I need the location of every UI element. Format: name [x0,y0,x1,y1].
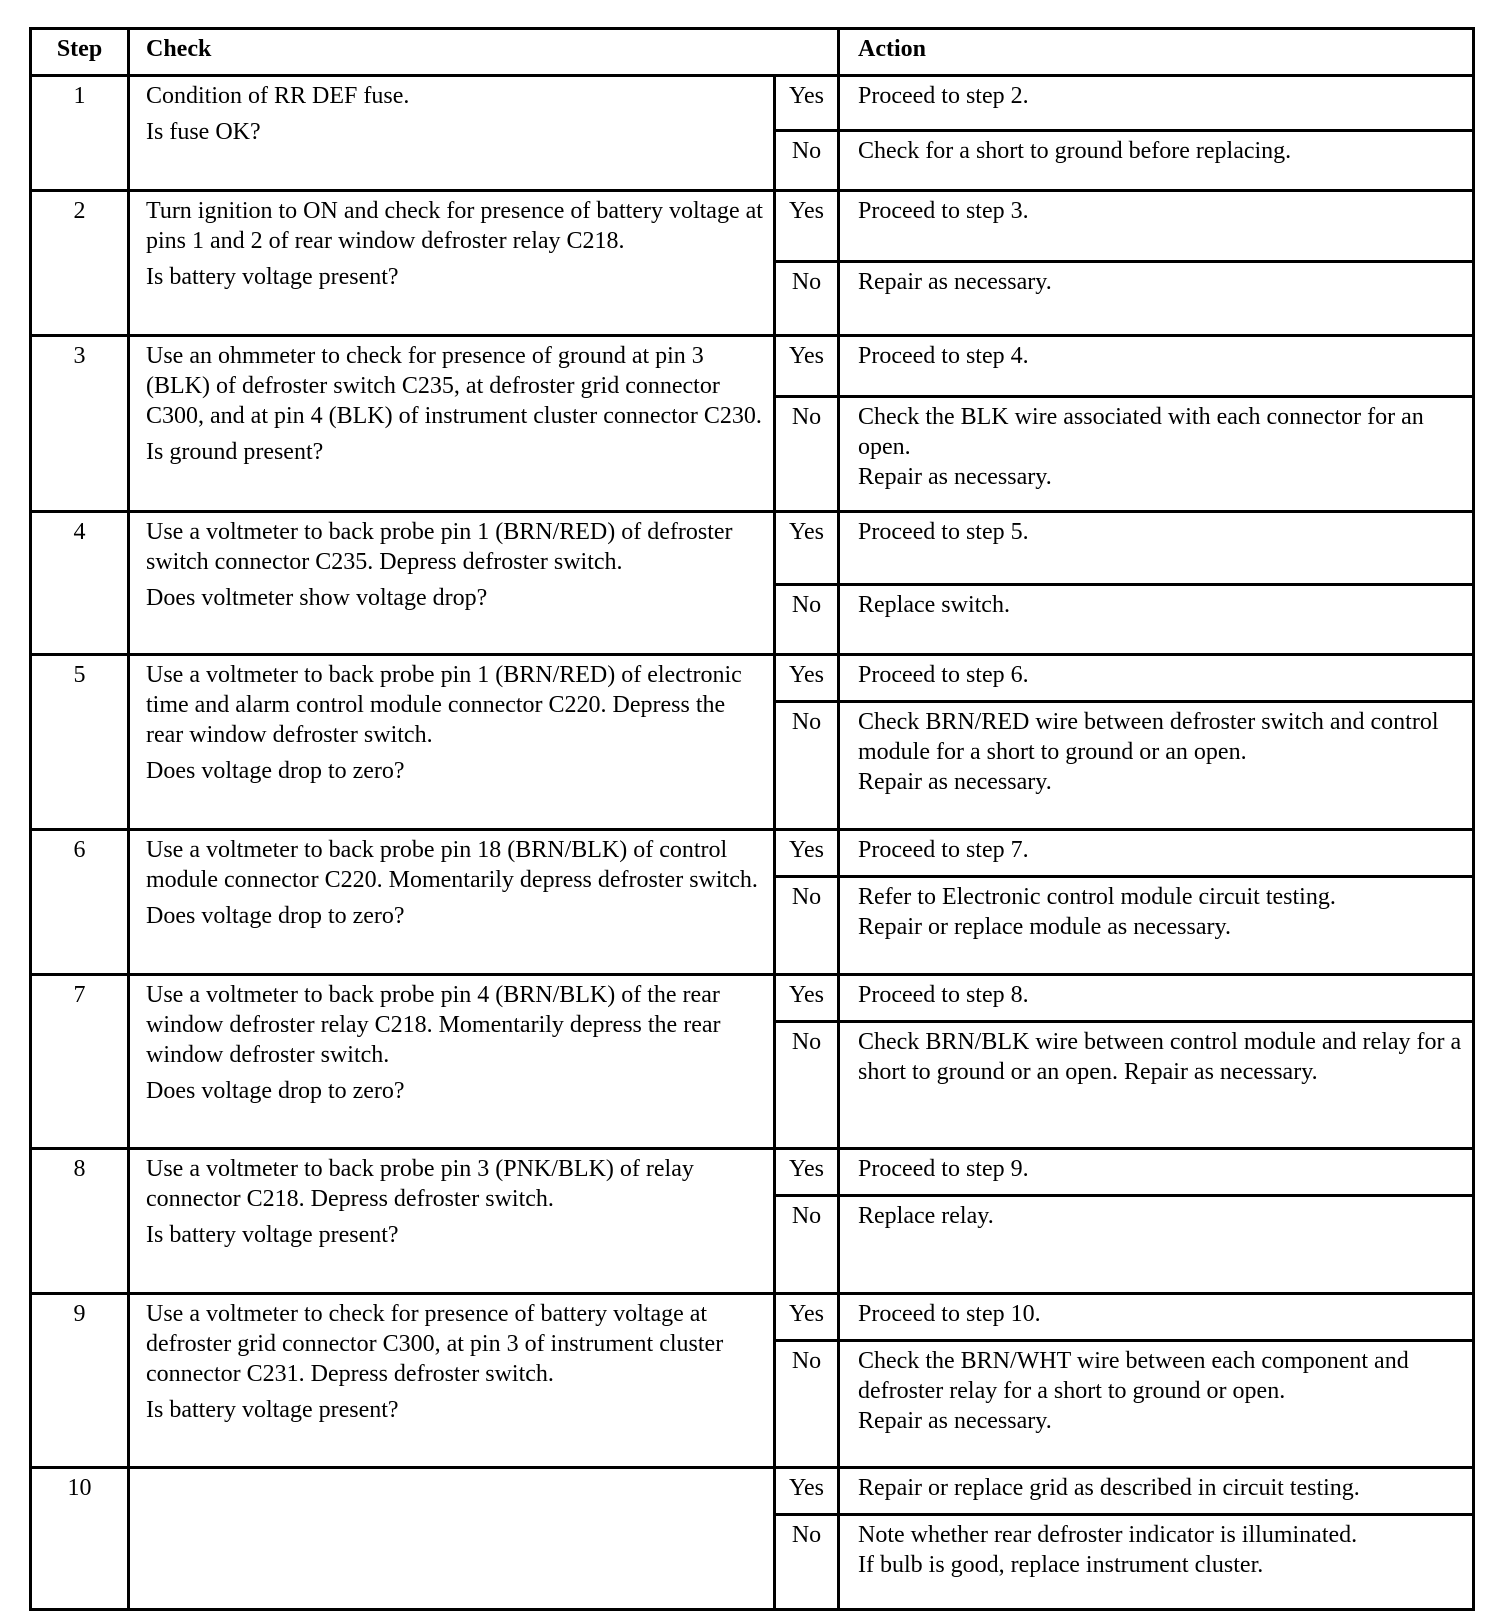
yes-row [776,1469,1472,1513]
yes-action: Repair or replace grid as described in circuit testing. [858,1475,1360,1501]
yes-row [776,1150,1472,1194]
check-question: Is battery voltage present? [146,1222,399,1248]
step-number: 3 [32,337,130,510]
header-row [32,30,1472,74]
step-number: 5 [32,656,130,828]
no-label: No [776,703,840,828]
check-cell [130,192,776,334]
yes-action: Proceed to step 7. [858,837,1029,863]
check-cell [130,1295,776,1466]
no-row [776,875,1472,973]
no-label: No [776,1197,840,1292]
check-cell [130,1150,776,1292]
header-check: Check [130,30,840,74]
check-cell [130,1469,776,1608]
step-number: 7 [32,976,130,1147]
outcome-cell [776,831,1472,973]
no-label: No [776,263,840,334]
table-row [32,189,1472,334]
yes-label: Yes [776,192,840,260]
yes-action: Proceed to step 6. [858,662,1029,688]
yes-label: Yes [776,1295,840,1339]
no-row [776,700,1472,828]
no-action: Note whether rear defroster indicator is illuminated. If bulb is good, replace instrument cluster. [858,1522,1358,1578]
yes-label: Yes [776,831,840,875]
yes-label: Yes [776,77,840,129]
no-row [776,1513,1472,1608]
no-label: No [776,1516,840,1608]
no-row [776,1194,1472,1292]
step-number: 6 [32,831,130,973]
no-label: No [776,1023,840,1147]
check-text: Turn ignition to ON and check for presence of battery voltage at pins 1 and 2 of rear window defroster relay C218. [146,198,763,254]
step-number: 10 [32,1469,130,1608]
yes-action: Proceed to step 2. [858,83,1029,109]
yes-row [776,337,1472,395]
check-question: Does voltage drop to zero? [146,1078,405,1104]
yes-action: Proceed to step 8. [858,982,1029,1008]
diagnostic-table [29,27,1475,1611]
table-row [32,334,1472,510]
check-cell [130,337,776,510]
table-row [32,1466,1472,1608]
table-row [32,1292,1472,1466]
check-question: Is ground present? [146,439,324,465]
check-text: Condition of RR DEF fuse. [146,83,410,109]
no-action: Check BRN/RED wire between defroster switch and control module for a short to ground or an open. Repair as necessary. [858,709,1439,795]
check-text: Use a voltmeter to back probe pin 18 (BRN/BLK) of control module connector C220. Momentarily depress defroster switch. [146,837,758,893]
no-action: Check the BRN/WHT wire between each component and defroster relay for a short to ground or open. Repair as necessary. [858,1348,1409,1434]
table-row [32,1147,1472,1292]
no-action: Replace relay. [858,1203,994,1229]
yes-row [776,77,1472,129]
no-action: Check BRN/BLK wire between control module and relay for a short to ground or an open. Repair as necessary. [858,1029,1462,1085]
check-cell [130,976,776,1147]
yes-action: Proceed to step 9. [858,1156,1029,1182]
yes-label: Yes [776,976,840,1020]
check-text: Use a voltmeter to check for presence of battery voltage at defroster grid connector C300, at pin 3 of instrument cluster connector C231. Depress defroster switch. [146,1301,724,1387]
outcome-cell [776,337,1472,510]
check-text: Use a voltmeter to back probe pin 3 (PNK/BLK) of relay connector C218. Depress defroster switch. [146,1156,694,1212]
no-label: No [776,1342,840,1466]
step-number: 4 [32,513,130,653]
check-question: Does voltmeter show voltage drop? [146,585,488,611]
yes-action: Proceed to step 10. [858,1301,1041,1327]
check-cell [130,513,776,653]
check-text: Use a voltmeter to back probe pin 4 (BRN/BLK) of the rear window defroster relay C218. Momentarily depress the rear window defroster switch. [146,982,721,1068]
header-action: Action [858,36,926,62]
yes-row [776,192,1472,260]
outcome-cell [776,1469,1472,1608]
yes-row [776,513,1472,583]
step-number: 8 [32,1150,130,1292]
yes-label: Yes [776,337,840,395]
yes-label: Yes [776,1469,840,1513]
step-number: 9 [32,1295,130,1466]
check-cell [130,77,776,189]
no-row [776,1020,1472,1147]
no-row [776,395,1472,510]
yes-action: Proceed to step 5. [858,519,1029,545]
yes-row [776,656,1472,700]
yes-label: Yes [776,513,840,583]
no-row [776,129,1472,189]
table-row [32,828,1472,973]
no-action: Refer to Electronic control module circuit testing. Repair or replace module as necessary. [858,884,1336,940]
check-cell [130,656,776,828]
yes-action: Proceed to step 3. [858,198,1029,224]
no-action: Check for a short to ground before replacing. [858,138,1292,164]
yes-action: Proceed to step 4. [858,343,1029,369]
yes-label: Yes [776,656,840,700]
no-label: No [776,586,840,653]
no-label: No [776,878,840,973]
check-question: Does voltage drop to zero? [146,758,405,784]
table-row [32,973,1472,1147]
no-action: Replace switch. [858,592,1010,618]
yes-label: Yes [776,1150,840,1194]
table-row [32,510,1472,653]
step-number: 2 [32,192,130,334]
outcome-cell [776,976,1472,1147]
check-text: Use a voltmeter to back probe pin 1 (BRN/RED) of defroster switch connector C235. Depress defroster switch. [146,519,733,575]
no-action: Check the BLK wire associated with each connector for an open. Repair as necessary. [858,404,1424,490]
yes-row [776,1295,1472,1339]
outcome-cell [776,656,1472,828]
no-row [776,1339,1472,1466]
check-text: Use a voltmeter to back probe pin 1 (BRN/RED) of electronic time and alarm control module connector C220. Depress the rear window defroster switch. [146,662,742,748]
check-question: Is fuse OK? [146,119,261,145]
no-action: Repair as necessary. [858,269,1052,295]
check-question: Does voltage drop to zero? [146,903,405,929]
no-label: No [776,132,840,189]
no-row [776,583,1472,653]
outcome-cell [776,1150,1472,1292]
check-text: Use an ohmmeter to check for presence of ground at pin 3 (BLK) of defroster switch C235, at defroster grid connector C300, and at pin 4 (BLK) of instrument cluster connector C230. [146,343,762,429]
step-number: 1 [32,77,130,189]
outcome-cell [776,513,1472,653]
header-step: Step [32,30,130,74]
no-row [776,260,1472,334]
outcome-cell [776,1295,1472,1466]
outcome-cell [776,192,1472,334]
table-row [32,74,1472,189]
table-row [32,653,1472,828]
yes-row [776,831,1472,875]
no-label: No [776,398,840,510]
outcome-cell [776,77,1472,189]
check-cell [130,831,776,973]
check-question: Is battery voltage present? [146,264,399,290]
yes-row [776,976,1472,1020]
check-question: Is battery voltage present? [146,1397,399,1423]
